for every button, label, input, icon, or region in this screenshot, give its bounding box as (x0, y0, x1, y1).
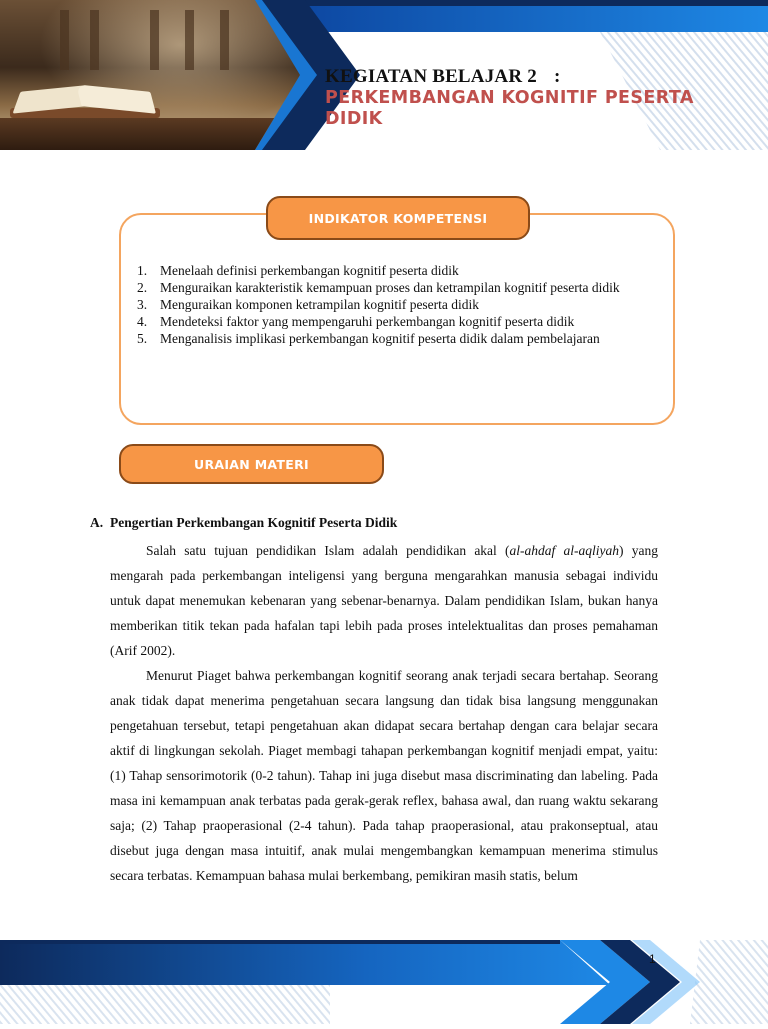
page-number: 1 (649, 952, 656, 966)
section-title: Pengertian Perkembangan Kognitif Peserta Didik (110, 515, 398, 530)
kegiatan-belajar-title: KEGIATAN BELAJAR 2 (325, 66, 537, 87)
indikator-item: 2. Menguraikan karakteristik kemampuan proses dan ketrampilan kognitif peserta didik (137, 280, 620, 295)
header-banner (0, 0, 768, 160)
indikator-item: 1. Menelaah definisi perkembangan kognitif peserta didik (137, 263, 459, 278)
section-a-heading (90, 515, 397, 531)
paragraph-1: Salah satu tujuan pendidikan Islam adalah pendidikan akal (al-ahdaf al-aqliyah) yang mengarah pada perkembangan inteligensi yang berguna mengarahkan manusia sebagai individu untuk dapat menemukan kebenaran yang sebenar-benarnya. Dalam pendidikan Islam, bukan hanya memberikan titik tekan pada hafalan tapi lebih pada proses intelektualitas dan proses pemahaman (Arif 2002). (110, 543, 658, 658)
kegiatan-belajar-subtitle: PERKEMBANGAN KOGNITIF PESERTA DIDIK (325, 88, 694, 129)
paragraph-2: Menurut Piaget bahwa perkembangan kognitif seorang anak terjadi secara bertahap. Seorang anak tidak dapat menerima pengetahuan secara langsung dan tidak bisa langsung menggunakan pengetahuan tersebut, tetapi pengetahuan akan didapat secara bertahap dengan cara belajar secara aktif di lingkungan sekolah. Piaget membagi tahapan perkembangan kognitif menjadi empat, yaitu: (1) Tahap sensorimotorik (0-2 tahun). Tahap ini juga disebut masa discriminating dan labeling. Pada masa ini kemampuan anak terbatas pada gerak-gerak reflex, bahasa awal, dan ruang waktu sekarang saja; (2) Tahap praoperasional (2-4 tahun). Pada tahap praoperasional, atau prakonseptual, atau disebut juga dengan masa intuitif, anak mulai mengembangkan kemampuan menerima stimulus secara terbatas. Kemampuan bahasa mulai berkembang, pemikiran masih statis, belum (110, 668, 658, 883)
italic-term: al-ahdaf al-aqliyah (509, 543, 620, 558)
indikator-kompetensi-label: INDIKATOR KOMPETENSI (266, 196, 530, 240)
indikator-item: 5. Menganalisis implikasi perkembangan kognitif peserta didik dalam pembelajaran (137, 331, 600, 346)
footer-graphics (0, 930, 768, 1024)
indikator-item: 3. Menguraikan komponen ketrampilan kognitif peserta didik (137, 297, 480, 312)
kegiatan-belajar-colon: : (554, 66, 561, 87)
section-letter: A. (90, 515, 104, 530)
indikator-list (137, 263, 657, 348)
indikator-item: 4. Mendeteksi faktor yang mempengaruhi perkembangan kognitif peserta didik (137, 314, 575, 329)
footer-banner (0, 930, 768, 1024)
header-book-photo (0, 0, 300, 150)
uraian-materi-label: URAIAN MATERI (119, 444, 384, 484)
